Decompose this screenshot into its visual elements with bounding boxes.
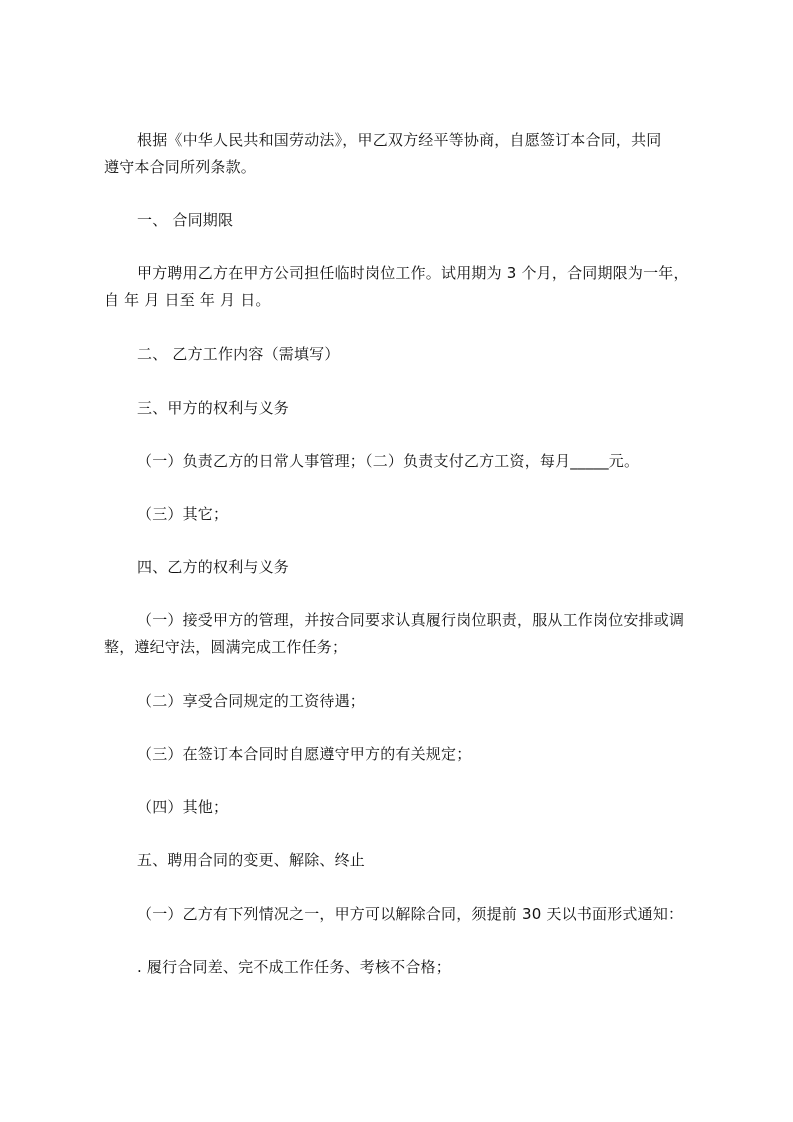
clause-4-1-line-2: 整，遵纪守法，圆满完成工作任务； [104, 638, 348, 656]
section-heading-1: 一、 合同期限 [137, 211, 234, 229]
clause-3-1-2: （一）负责乙方的日常人事管理；（二）负责支付乙方工资，每月_____元。 [137, 452, 640, 470]
paragraph-intro-line-2: 遵守本合同所列条款。 [104, 158, 257, 176]
section-heading-5: 五、聘用合同的变更、解除、终止 [137, 851, 366, 869]
paragraph-term-line-2: 自 年 月 日至 年 月 日。 [104, 291, 271, 309]
clause-3-3: （三）其它； [137, 505, 229, 523]
paragraph-intro-line-1: 根据《中华人民共和国劳动法》，甲乙双方经平等协商，自愿签订本合同，共同 [137, 131, 662, 149]
section-heading-4: 四、乙方的权利与义务 [137, 558, 290, 576]
section-heading-3: 三、甲方的权利与义务 [137, 399, 290, 417]
clause-5-1: （一）乙方有下列情况之一，甲方可以解除合同，须提前 30 天以书面形式通知： [137, 905, 684, 923]
paragraph-term-line-1: 甲方聘用乙方在甲方公司担任临时岗位工作。试用期为 3 个月，合同期限为一年， [137, 264, 689, 282]
clause-4-1-line-1: （一）接受甲方的管理，并按合同要求认真履行岗位职责，服从工作岗位安排或调 [137, 611, 685, 629]
clause-4-2: （二）享受合同规定的工资待遇； [137, 692, 366, 710]
clause-4-4: （四）其他； [137, 798, 229, 816]
section-heading-2: 二、 乙方工作内容（需填写） [137, 345, 340, 363]
clause-5-1-item: . 履行合同差、完不成工作任务、考核不合格； [137, 958, 451, 976]
clause-4-3: （三）在签订本合同时自愿遵守甲方的有关规定； [137, 745, 472, 763]
